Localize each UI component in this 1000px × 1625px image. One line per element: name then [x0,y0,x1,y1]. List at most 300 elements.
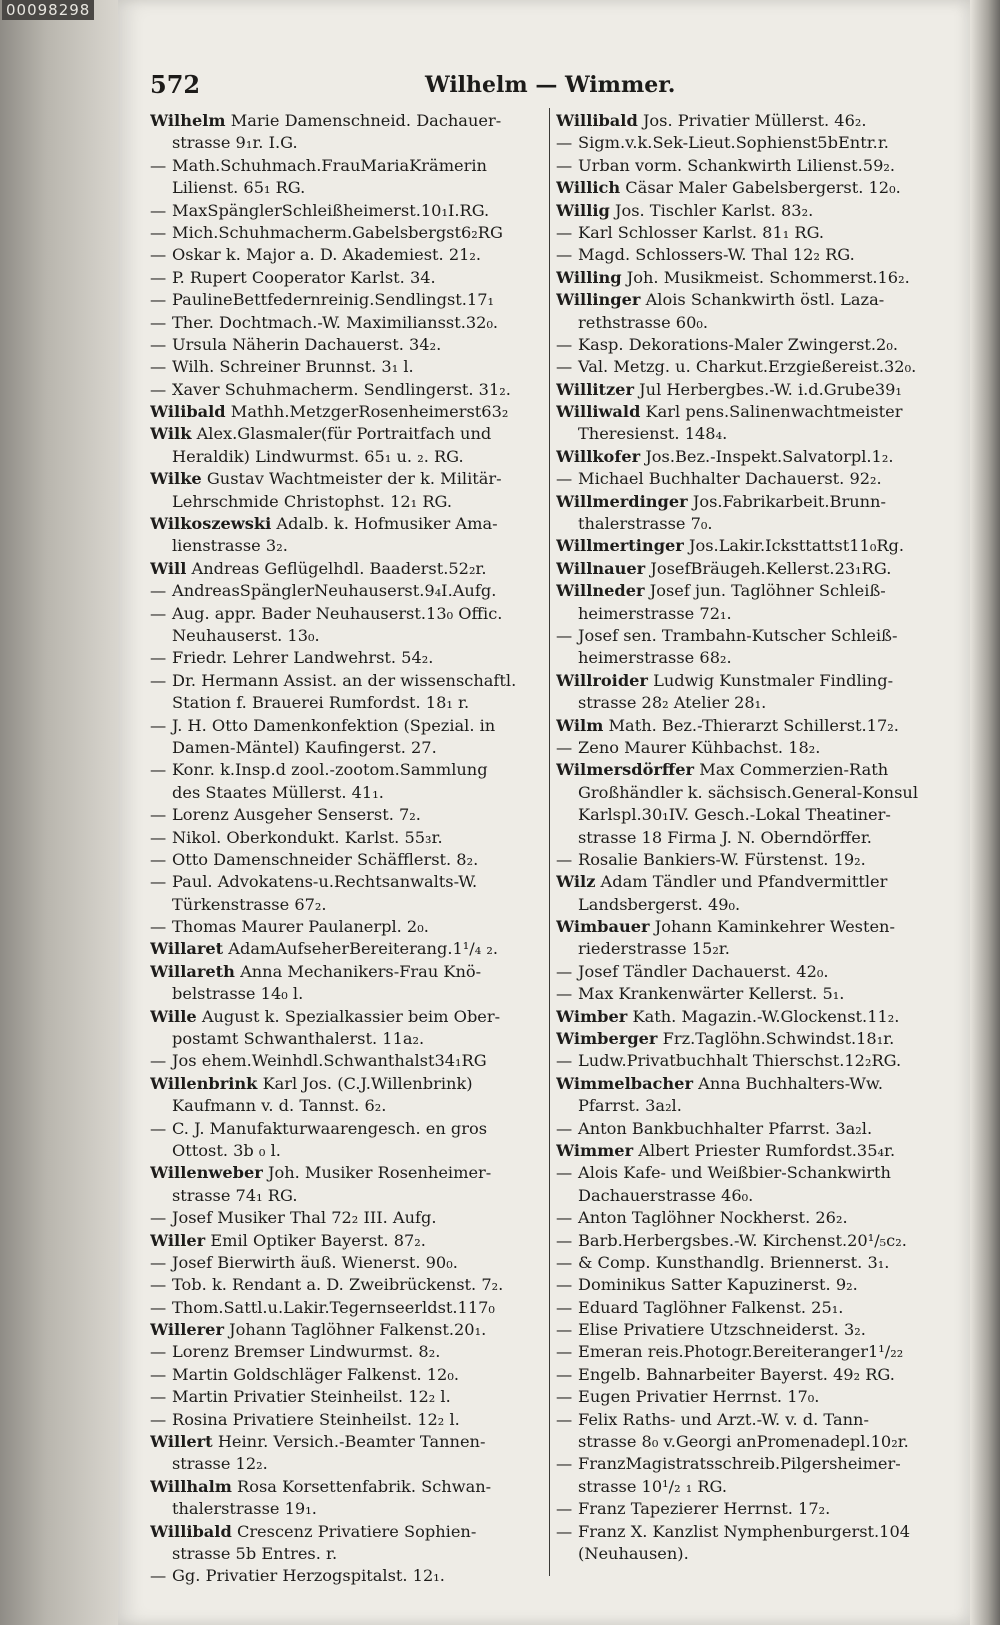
directory-line [556,1095,952,1117]
directory-line [150,1364,546,1386]
directory-line [556,1230,952,1252]
directory-line [556,1274,952,1296]
directory-line [150,737,546,759]
entry-text: Jos. Tischler Karlst. 83₂. [614,200,814,220]
entry-text: Türkenstrasse 67₂. [172,894,327,914]
directory-line [556,1118,952,1140]
directory-line [150,177,546,199]
entry-text: Crescenz Privatiere Sophien- [236,1521,477,1541]
directory-line [556,916,952,938]
entry-text: Otto Damenschneider Schäfflerst. 8₂. [172,849,479,869]
running-title: Wilhelm — Wimmer. [425,72,676,98]
entry-text: Zeno Maurer Kühbachst. 18₂. [578,737,821,757]
directory-line [150,244,546,266]
directory-line [556,513,952,535]
entry-text: P. Rupert Cooperator Karlst. 34. [172,267,436,287]
repeat-dash: — [150,267,167,287]
surname-heading: Willmerdinger [556,491,688,511]
directory-line [150,961,546,983]
entry-text: Felix Raths- und Arzt.-W. v. d. Tann- [578,1409,869,1429]
repeat-dash: — [556,133,573,153]
directory-line [556,1498,952,1520]
entry-text: des Staates Müllerst. 41₁. [172,782,384,802]
entry-text: Emil Optiker Bayerst. 87₂. [210,1230,426,1250]
entry-text: Wilh. Schreiner Brunnst. 3₁ l. [172,357,414,377]
directory-line [150,356,546,378]
directory-line [150,1095,546,1117]
repeat-dash: — [150,603,167,623]
surname-heading: Wilk [150,424,192,444]
surname-heading: Willenbrink [150,1073,258,1093]
directory-line [556,1341,952,1363]
entry-text: Sigm.v.k.Sek-Lieut.Sophienst5bEntr.r. [578,133,889,153]
entry-text: Jos ehem.Weinhdl.Schwanthalst34₁RG [172,1051,487,1071]
directory-line [556,267,952,289]
page-header [150,70,956,104]
directory-line [150,1543,546,1565]
entry-text: Frz.Taglöhn.Schwindst.18₁r. [662,1029,895,1049]
directory-line [556,155,952,177]
entry-text: Tob. k. Rendant a. D. Zweibrückenst. 7₂. [172,1275,504,1295]
entry-text: Dachauerstrasse 46₀. [578,1185,754,1205]
directory-line [556,1319,952,1341]
entry-text: C. J. Manufakturwaarengesch. en gros [172,1118,488,1138]
repeat-dash: — [150,379,167,399]
entry-text: Ludwig Kunstmaler Findling- [653,670,894,690]
entry-text: Adam Tändler und Pfandvermittler [600,872,888,892]
repeat-dash: — [556,1275,573,1295]
surname-heading: Williwald [556,402,641,422]
repeat-dash: — [150,1118,167,1138]
directory-line [556,871,952,893]
directory-line [556,625,952,647]
directory-line [150,334,546,356]
directory-line [556,491,952,513]
entry-text: Theresienst. 148₄. [578,424,728,444]
entry-text: Val. Metzg. u. Charkut.Erzgießereist.32₀. [578,357,917,377]
directory-line [556,827,952,849]
entry-text: Mich.Schuhmacherm.Gabelsbergst6₂RG [172,222,503,242]
entry-text: postamt Schwanthalerst. 11a₂. [172,1029,425,1049]
page-stack-edge [970,0,1000,1625]
directory-line [150,715,546,737]
surname-heading: Willnauer [556,558,646,578]
directory-line [556,1162,952,1184]
directory-line [556,446,952,468]
directory-line [150,647,546,669]
directory-line [556,356,952,378]
directory-line [150,312,546,334]
surname-heading: Wimmelbacher [556,1073,694,1093]
repeat-dash: — [150,1297,167,1317]
entry-text: Karl Jos. (C.J.Willenbrink) [262,1073,473,1093]
entry-text: heimerstrasse 68₂. [578,648,732,668]
surname-heading: Willerer [150,1320,224,1340]
directory-line [556,132,952,154]
repeat-dash: — [556,1342,573,1362]
entry-text: Urban vorm. Schankwirth Lilienst.59₂. [578,155,896,175]
surname-heading: Willich [556,178,621,198]
entry-text: lienstrasse 3₂. [172,536,288,556]
repeat-dash: — [150,581,167,601]
repeat-dash: — [150,1387,167,1407]
directory-line [556,401,952,423]
entry-text: Jos.Bez.-Inspekt.Salvatorpl.1₂. [645,446,894,466]
repeat-dash: — [556,1297,573,1317]
directory-line [556,804,952,826]
repeat-dash: — [150,872,167,892]
entry-text: JosefBräugeh.Kellerst.23₁RG. [650,558,892,578]
directory-line [150,132,546,154]
directory-line [150,1028,546,1050]
directory-line [556,961,952,983]
directory-line [556,1050,952,1072]
directory-line [556,1006,952,1028]
repeat-dash: — [556,1252,573,1272]
entry-text: Jos.Lakir.Icksttattst11₀Rg. [689,536,905,556]
directory-line [150,1073,546,1095]
entry-text: thalerstrasse 7₀. [578,514,713,534]
repeat-dash: — [150,827,167,847]
directory-line [556,1409,952,1431]
directory-line [556,715,952,737]
repeat-dash: — [556,1320,573,1340]
entry-text: Magd. Schlossers-W. Thal 12₂ RG. [578,245,855,265]
entry-text: Friedr. Lehrer Landwehrst. 54₂. [172,648,434,668]
entry-text: Lorenz Bremser Lindwurmst. 8₂. [172,1342,441,1362]
directory-line [150,827,546,849]
page-number: 572 [150,70,201,99]
directory-line [556,894,952,916]
repeat-dash: — [556,245,573,265]
directory-line [556,983,952,1005]
surname-heading: Willneder [556,581,645,601]
repeat-dash: — [150,1252,167,1272]
entry-text: Eduard Taglöhner Falkenst. 25₁. [578,1297,844,1317]
entry-text: Engelb. Bahnarbeiter Bayerst. 49₂ RG. [578,1364,895,1384]
repeat-dash: — [150,200,167,220]
surname-heading: Wimmer [556,1140,634,1160]
directory-line [150,1498,546,1520]
entry-text: Cäsar Maler Gabelsbergerst. 12₀. [625,178,901,198]
repeat-dash: — [150,648,167,668]
entry-text: J. H. Otto Damenkonfektion (Spezial. in [172,715,496,735]
repeat-dash: — [150,670,167,690]
directory-line [556,289,952,311]
directory-line [556,580,952,602]
repeat-dash: — [150,1208,167,1228]
entry-text: Martin Goldschläger Falkenst. 12₀. [172,1364,459,1384]
surname-heading: Willaret [150,939,224,959]
entry-text: Jos. Privatier Müllerst. 46₂. [642,111,867,130]
entry-text: Alois Kafe- und Weißbier-Schankwirth [578,1163,891,1183]
directory-line [556,558,952,580]
surname-heading: Wilmersdörffer [556,760,695,780]
entry-text: Ottost. 3b ₀ l. [172,1140,281,1160]
repeat-dash: — [556,357,573,377]
entry-text: Johann Taglöhner Falkenst.20₁. [229,1320,487,1340]
entry-text: Gustav Wachtmeister der k. Militär- [206,469,502,489]
entry-text: Damen-Mäntel) Kaufingerst. 27. [172,737,437,757]
entry-text: Anna Buchhalters-Ww. [698,1073,884,1093]
directory-line [150,1386,546,1408]
entry-text: Lilienst. 65₁ RG. [172,178,306,198]
entry-text: Kaufmann v. d. Tannst. 6₂. [172,1096,387,1116]
directory-line [150,938,546,960]
entry-text: Nikol. Oberkondukt. Karlst. 55₃r. [172,827,443,847]
repeat-dash: — [556,625,573,645]
directory-line [556,1073,952,1095]
directory-line [150,1409,546,1431]
directory-line [556,244,952,266]
repeat-dash: — [556,984,573,1004]
entry-text: Rosalie Bankiers-W. Fürstenst. 19₂. [578,849,866,869]
directory-line [556,1140,952,1162]
repeat-dash: — [150,1342,167,1362]
directory-line [556,423,952,445]
entry-text: Karl pens.Salinenwachtmeister [645,402,903,422]
repeat-dash: — [150,715,167,735]
entry-text: Ludw.Privatbuchhalt Thierschst.12₂RG. [578,1051,902,1071]
entry-text: Jul Herbergbes.-W. i.d.Grube39₁ [639,379,902,399]
repeat-dash: — [150,155,167,175]
entry-text: AndreasSpänglerNeuhauserst.9₄I.Aufg. [172,581,497,601]
entry-text: strasse 8₀ v.Georgi anPromenadepl.10₂r. [578,1432,909,1452]
directory-line [556,468,952,490]
surname-heading: Willmertinger [556,536,684,556]
entry-text: Math.Schuhmach.FrauMariaKrämerin [172,155,487,175]
entry-text: riederstrasse 15₂r. [578,939,730,959]
entry-text: Math. Bez.-Thierarzt Schillerst.17₂. [608,715,899,735]
directory-line [150,1006,546,1028]
directory-line [150,200,546,222]
entry-text: Heinr. Versich.-Beamter Tannen- [217,1432,486,1452]
surname-heading: Wilkoszewski [150,514,272,534]
catalog-id: 00098298 [2,0,94,20]
directory-line [150,513,546,535]
repeat-dash: — [556,849,573,869]
directory-line [556,692,952,714]
repeat-dash: — [556,1163,573,1183]
directory-line [150,670,546,692]
repeat-dash: — [150,849,167,869]
directory-line [150,1050,546,1072]
entry-text: Martin Privatier Steinheilst. 12₂ l. [172,1387,451,1407]
directory-line [556,603,952,625]
directory-line [150,1319,546,1341]
directory-line [556,737,952,759]
repeat-dash: — [150,222,167,242]
directory-line [150,1230,546,1252]
right-column [556,110,952,1565]
repeat-dash: — [150,1364,167,1384]
repeat-dash: — [150,1566,167,1586]
directory-line [150,1140,546,1162]
entry-text: Franz Tapezierer Herrnst. 17₂. [578,1499,831,1519]
entry-text: Barb.Herbergsbes.-W. Kirchenst.20¹/₅c₂. [578,1230,907,1250]
directory-line [150,1162,546,1184]
column-divider [549,108,550,1576]
entry-text: MaxSpänglerSchleißheimerst.10₁I.RG. [172,200,490,220]
entry-text: Joh. Musiker Rosenheimer- [267,1163,492,1183]
entry-text: strasse 5b Entres. r. [172,1544,338,1563]
directory-line [150,222,546,244]
repeat-dash: — [556,1230,573,1250]
directory-line [150,1118,546,1140]
entry-text: Thom.Sattl.u.Lakir.Tegernseerldst.117₀ [172,1297,495,1317]
directory-line [150,871,546,893]
entry-text: Josef sen. Trambahn-Kutscher Schleiß- [578,625,898,645]
entry-text: Albert Priester Rumfordst.35₄r. [638,1140,896,1160]
entry-text: Paul. Advokatens-u.Rechtsanwalts-W. [172,872,478,892]
repeat-dash: — [556,1409,573,1429]
repeat-dash: — [150,312,167,332]
directory-line [556,1543,952,1565]
directory-line [556,759,952,781]
entry-text: AdamAufseherBereiterang.1¹/₄ ₂. [228,939,498,959]
surname-heading: Willing [556,267,622,287]
entry-text: Joh. Musikmeist. Schommerst.16₂. [626,267,910,287]
directory-line [150,1297,546,1319]
directory-line [150,1207,546,1229]
surname-heading: Will [150,558,187,578]
repeat-dash: — [556,1208,573,1228]
surname-heading: Willert [150,1432,213,1452]
repeat-dash: — [556,961,573,981]
entry-text: Eugen Privatier Herrnst. 17₀. [578,1387,820,1407]
entry-text: Heraldik) Lindwurmst. 65₁ u. ₂. RG. [172,446,464,466]
entry-text: Ther. Dochtmach.-W. Maximiliansst.32₀. [172,312,499,332]
directory-line [150,110,546,132]
entry-text: Landsbergerst. 49₀. [578,894,741,914]
entry-text: Josef Tändler Dachauerst. 42₀. [578,961,829,981]
repeat-dash: — [150,1051,167,1071]
surname-heading: Wimberger [556,1029,658,1049]
directory-line [150,782,546,804]
entry-text: strasse 10¹/₂ ₁ RG. [578,1476,728,1496]
entry-text: Anton Bankbuchhalter Pfarrst. 3a₂l. [578,1118,873,1138]
directory-line [556,200,952,222]
entry-text: rethstrasse 60₀. [578,312,709,332]
directory-line [556,222,952,244]
repeat-dash: — [556,1521,573,1541]
directory-line [556,1028,952,1050]
surname-heading: Wille [150,1006,197,1026]
repeat-dash: — [556,1118,573,1138]
entry-text: strasse 28₂ Atelier 28₁. [578,693,767,713]
repeat-dash: — [556,334,573,354]
surname-heading: Wilke [150,469,202,489]
repeat-dash: — [556,155,573,175]
entry-text: Neuhauserst. 13₀. [172,625,320,645]
repeat-dash: — [556,1387,573,1407]
directory-line [556,110,952,132]
entry-text: Kath. Magazin.-W.Glockenst.11₂. [632,1006,900,1026]
entry-text: Alois Schankwirth östl. Laza- [645,290,885,310]
entry-text: Michael Buchhalter Dachauerst. 92₂. [578,469,882,489]
repeat-dash: — [556,1499,573,1519]
surname-heading: Willibald [150,1521,232,1541]
directory-line [556,849,952,871]
entry-text: FranzMagistratsschreib.Pilgersheimer- [578,1454,901,1474]
repeat-dash: — [556,1051,573,1071]
entry-text: Thomas Maurer Paulanerpl. 2₀. [172,917,429,937]
book-spine-shadow [0,0,118,1625]
directory-line [150,379,546,401]
directory-line [556,1521,952,1543]
directory-line [150,625,546,647]
directory-line [150,1252,546,1274]
directory-line [556,782,952,804]
repeat-dash: — [150,805,167,825]
directory-line [150,849,546,871]
directory-line [150,558,546,580]
surname-heading: Willhalm [150,1476,232,1496]
directory-line [150,446,546,468]
directory-line [150,267,546,289]
surname-heading: Willibald [556,111,638,130]
surname-heading: Wilibald [150,402,226,422]
surname-heading: Willroider [556,670,648,690]
directory-line [150,468,546,490]
entry-text: strasse 18 Firma J. N. Oberndörffer. [578,827,872,847]
entry-text: Marie Damenschneid. Dachauer- [230,111,502,130]
directory-line [556,177,952,199]
directory-line [150,603,546,625]
directory-line [150,759,546,781]
entry-text: Aug. appr. Bader Neuhauserst.13₀ Offic. [172,603,503,623]
directory-line [150,491,546,513]
directory-line [556,1364,952,1386]
entry-text: Johann Kaminkehrer Westen- [654,917,895,937]
repeat-dash: — [150,760,167,780]
surname-heading: Willinger [556,290,641,310]
repeat-dash: — [150,1409,167,1429]
entry-text: Josef Musiker Thal 72₂ III. Aufg. [172,1208,437,1228]
directory-line [150,1185,546,1207]
directory-line [150,580,546,602]
entry-text: Ursula Näherin Dachauerst. 34₂. [172,334,442,354]
directory-line [556,379,952,401]
entry-text: Rosa Korsettenfabrik. Schwan- [237,1476,492,1496]
repeat-dash: — [556,222,573,242]
directory-line [556,334,952,356]
repeat-dash: — [556,469,573,489]
entry-text: Josef jun. Taglöhner Schleiß- [649,581,886,601]
surname-heading: Willenweber [150,1163,263,1183]
directory-line [556,1476,952,1498]
entry-text: Dr. Hermann Assist. an der wissenschaftl. [172,670,517,690]
directory-line [150,1431,546,1453]
directory-line [556,535,952,557]
directory-line [150,916,546,938]
entry-text: Karlspl.30₁IV. Gesch.-Lokal Theatiner- [578,805,891,825]
repeat-dash: — [150,290,167,310]
entry-text: Max Commerzien-Rath [699,760,889,780]
directory-line [150,1565,546,1587]
entry-text: Rosina Privatiere Steinheilst. 12₂ l. [172,1409,460,1429]
entry-text: Kasp. Dekorations-Maler Zwingerst.2₀. [578,334,898,354]
directory-line [150,401,546,423]
directory-line [150,1341,546,1363]
repeat-dash: — [150,334,167,354]
entry-text: strasse 74₁ RG. [172,1185,298,1205]
directory-line [150,535,546,557]
surname-heading: Willig [556,200,610,220]
entry-text: Oskar k. Major a. D. Akademiest. 21₂. [172,245,482,265]
entry-text: Pfarrst. 3a₂l. [578,1096,682,1116]
directory-line [150,1274,546,1296]
